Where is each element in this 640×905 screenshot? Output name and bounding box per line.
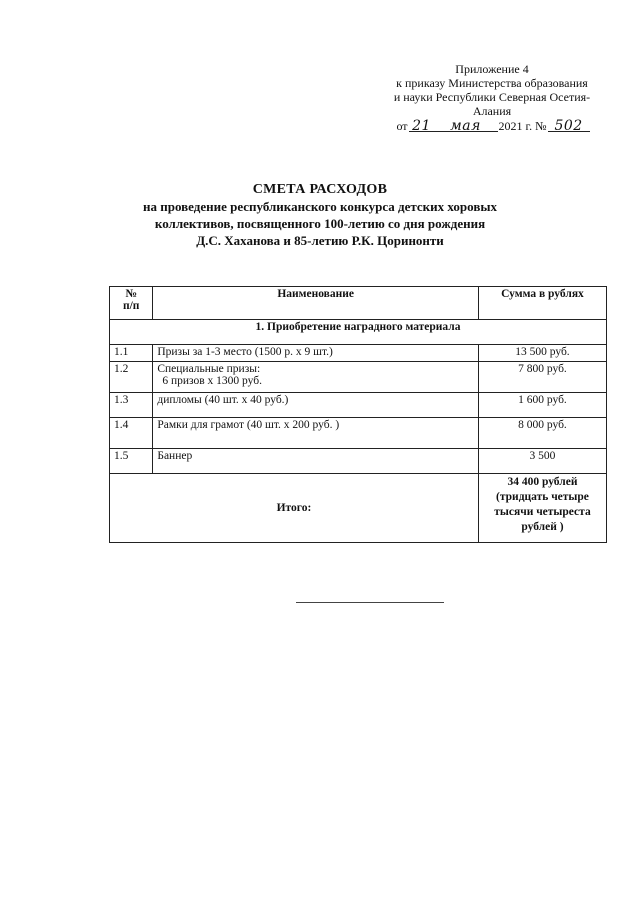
total-sum-line-2: (тридцать четыре [496,491,589,503]
row-num: 1.3 [110,393,153,418]
appendix-line-3: и науки Республики Северная Осетия- [393,90,591,104]
total-label: Итого: [110,474,479,543]
total-sum-line-4: рублей ) [521,521,564,533]
row-sum: 13 500 руб. [478,345,606,362]
title-line-1: на проведение республиканского конкурса детских хоровых [142,199,497,214]
table-row [110,362,607,393]
table-row [110,449,607,474]
row-num: 1.1 [110,345,153,362]
row-sum: 7 800 руб. [478,362,606,393]
title-line-3: Д.С. Хаханова и 85-летию Р.К. Цоринонти [196,233,444,248]
table-row [110,418,607,449]
table-row [110,393,607,418]
total-sum [478,474,606,543]
row-name: Рамки для грамот (40 шт. х 200 руб. ) [153,418,479,449]
row-sum: 8 000 руб. [478,418,606,449]
row-name-main: Специальные призы: [157,363,261,375]
row-sum: 3 500 [478,449,606,474]
handwritten-month: мая [436,119,496,133]
document-title [100,181,540,249]
table-header-row [110,287,607,320]
title-line-2: коллективов, посвященного 100-летию со дня рождения [154,216,486,231]
header-num-sub: п/п [122,300,140,312]
handwritten-day: 21 [412,118,431,134]
row-num: 1.5 [110,449,153,474]
handwritten-order-number: 502 [550,119,588,133]
date-prefix: от [396,119,408,133]
row-name: Баннер [153,449,479,474]
row-num: 1.2 [110,362,153,393]
total-sum-line-1: 34 400 рублей [507,476,578,488]
appendix-line-1: Приложение 4 [455,62,529,76]
section-title: 1. Приобретение наградного материала [110,320,607,345]
header-num [110,287,153,320]
table-row [110,345,607,362]
row-name [153,362,479,393]
header-sum: Сумма в рублях [478,287,606,320]
appendix-line-2: к приказу Министерства образования [396,76,588,90]
appendix-header [372,62,612,133]
row-name: дипломы (40 шт. х 40 руб.) [153,393,479,418]
header-num-label: № [125,288,137,300]
title-main: СМЕТА РАСХОДОВ [252,182,388,197]
total-row [110,474,607,543]
row-num: 1.4 [110,418,153,449]
row-name-sub: 6 призов х 1300 руб. [162,375,262,387]
appendix-line-4: Алания [472,104,512,118]
section-row [110,320,607,345]
row-sum: 1 600 руб. [478,393,606,418]
bottom-divider [296,602,444,603]
date-year: 2021 г. № [498,119,547,133]
estimate-table [109,286,607,543]
total-sum-line-3: тысячи четыреста [494,506,591,518]
row-name: Призы за 1-3 место (1500 р. х 9 шт.) [153,345,479,362]
header-name: Наименование [153,287,479,320]
order-date-line [372,119,612,133]
